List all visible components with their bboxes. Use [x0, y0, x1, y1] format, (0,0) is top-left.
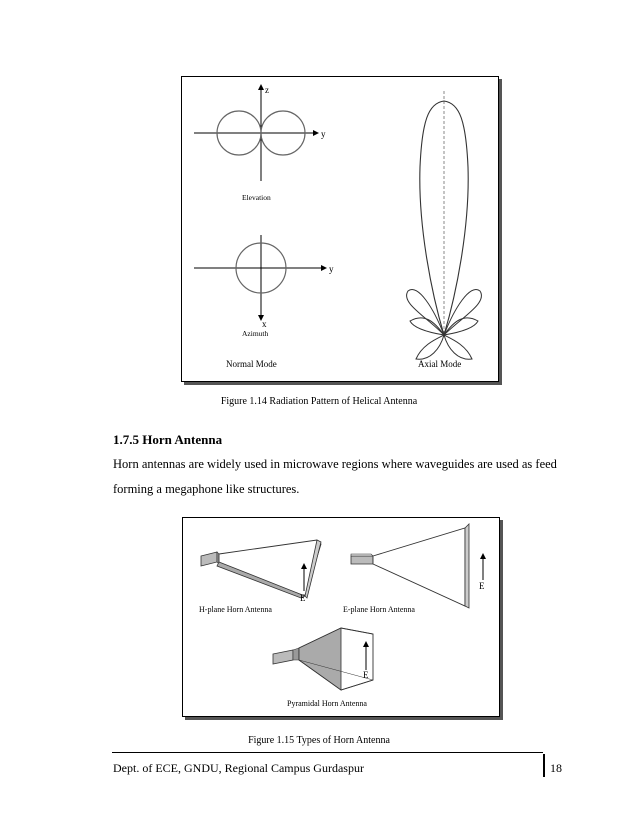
azimuth-pattern	[194, 235, 334, 338]
horn-antenna-diagram	[183, 518, 499, 716]
elevation-label: Elevation	[242, 193, 271, 202]
axial-mode-pattern	[407, 91, 482, 359]
horn-antenna-figure	[182, 517, 500, 717]
footer-page-separator	[543, 754, 545, 777]
radiation-pattern-figure	[181, 76, 499, 382]
e-plane-label: E-plane Horn Antenna	[343, 605, 415, 614]
elevation-pattern	[194, 85, 326, 202]
h-plane-label: H-plane Horn Antenna	[199, 605, 272, 614]
pyramidal-horn	[273, 628, 373, 708]
y-axis-label-bottom: y	[329, 264, 334, 274]
footer-divider	[112, 752, 543, 753]
azimuth-label: Azimuth	[242, 329, 269, 338]
e-plane-horn	[343, 524, 485, 614]
normal-mode-label: Normal Mode	[226, 359, 277, 369]
e-plane-e-label: E	[479, 581, 485, 591]
figure-1-14-caption: Figure 1.14 Radiation Pattern of Helical Antenna	[220, 396, 418, 407]
pyramidal-label: Pyramidal Horn Antenna	[287, 699, 367, 708]
h-plane-e-label: E	[300, 593, 306, 603]
page-number: 18	[550, 761, 562, 775]
figure-1-15-caption: Figure 1.15 Types of Horn Antenna	[248, 735, 390, 746]
pyramidal-e-label: E	[363, 670, 369, 680]
radiation-pattern-diagram	[182, 77, 498, 381]
h-plane-horn	[199, 540, 321, 614]
z-axis-label: z	[265, 85, 269, 95]
footer-dept: Dept. of ECE, GNDU, Regional Campus Gurdaspur	[113, 761, 364, 775]
section-heading: 1.7.5 Horn Antenna	[113, 432, 223, 447]
section-paragraph: Horn antennas are widely used in microwave regions where waveguides are used as feed forming a megaphone like structures.	[113, 457, 557, 496]
axial-mode-label: Axial Mode	[418, 359, 462, 369]
y-axis-label-top: y	[321, 129, 326, 139]
x-axis-label: x	[262, 319, 267, 329]
